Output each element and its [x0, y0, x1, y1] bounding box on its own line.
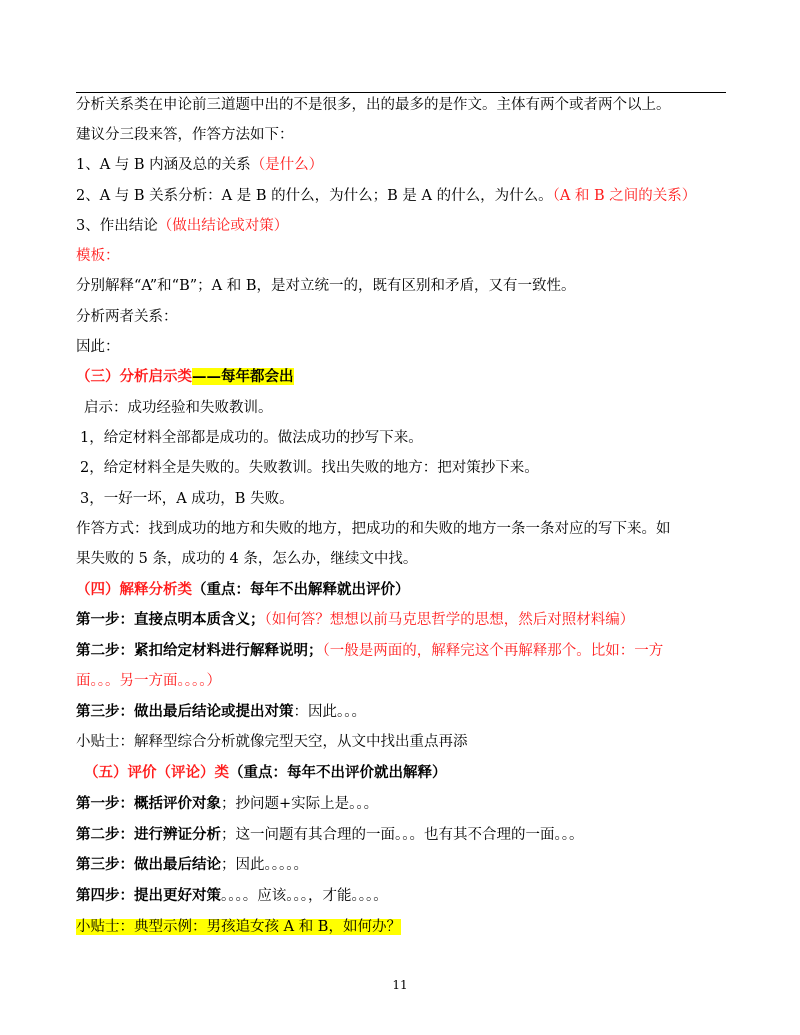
- template-line-2: 分析两者关系：: [76, 309, 178, 325]
- answer-method-line-1: 作答方式：找到成功的地方和失败的地方，把成功的和失败的地方一条一条对应的写下来。如: [76, 521, 671, 537]
- section-3-heading: （三）分析启示类——每年都会出: [76, 368, 294, 385]
- section-5-step-3: 第三步：做出最后结论；因此。。。。。: [76, 856, 308, 873]
- template-line-3: 因此：: [76, 339, 120, 355]
- answer-method-line-2: 果失败的 5 条，成功的 4 条，怎么办，继续文中找。: [76, 551, 418, 567]
- section-4-step-2-cont: 面。。。另一方面。。。。）: [76, 673, 221, 689]
- page-number: 11: [392, 978, 408, 992]
- section-4-heading: （四）解释分析类（重点：每年不出解释就出评价）: [76, 581, 410, 598]
- section-3-line-2: 1，给定材料全部都是成功的。做法成功的抄写下来。: [80, 430, 423, 446]
- step-1: 1、A 与 B 内涵及总的关系（是什么）: [76, 157, 324, 173]
- section-3-line-3: 2，给定材料全是失败的。失败教训。找出失败的地方：把对策抄下来。: [80, 460, 539, 476]
- method-intro: 建议分三段来答，作答方法如下：: [76, 127, 294, 143]
- section-5-tip: 小贴士：典型示例：男孩追女孩 A 和 B，如何办？: [76, 919, 401, 935]
- intro-line: 分析关系类在申论前三道题中出的不是很多，出的最多的是作文。主体有两个或者两个以上。: [76, 97, 671, 113]
- section-3-line-4: 3，一好一坏，A 成功，B 失败。: [80, 491, 294, 507]
- section-4-step-2: 第二步：紧扣给定材料进行解释说明；（一般是两面的，解释完这个再解释那个。比如：一方: [76, 642, 664, 659]
- template-heading: 模板：: [76, 248, 120, 264]
- section-5-heading: （五）评价（评论）类（重点：每年不出评价就出解释）: [84, 764, 447, 781]
- section-4-step-1: 第一步：直接点明本质含义；（如何答？想想以前马克思哲学的思想，然后对照材料编）: [76, 611, 635, 628]
- step-2: 2、A 与 B 关系分析：A 是 B 的什么，为什么；B 是 A 的什么，为什么。（A 和 B 之间的关系）: [76, 188, 697, 204]
- section-5-step-1: 第一步：概括评价对象；抄问题+实际上是。。。: [76, 795, 379, 812]
- section-4-tip: 小贴士：解释型综合分析就像完型天空，从文中找出重点再添: [76, 734, 468, 750]
- section-5-step-4: 第四步：提出更好对策。。。。应该。。。，才能。。。。: [76, 887, 388, 904]
- header-rule: [76, 92, 726, 93]
- template-line-1: 分别解释“A”和“B”；A 和 B，是对立统一的，既有区别和矛盾，又有一致性。: [76, 278, 576, 294]
- section-4-step-3: 第三步：做出最后结论或提出对策：因此。。。: [76, 703, 366, 720]
- section-5-step-2: 第二步：进行辨证分析；这一问题有其合理的一面。。。也有其不合理的一面。。。: [76, 826, 584, 843]
- section-3-line-1: 启示：成功经验和失败教训。: [84, 400, 273, 416]
- step-3: 3、作出结论（做出结论或对策）: [76, 218, 289, 234]
